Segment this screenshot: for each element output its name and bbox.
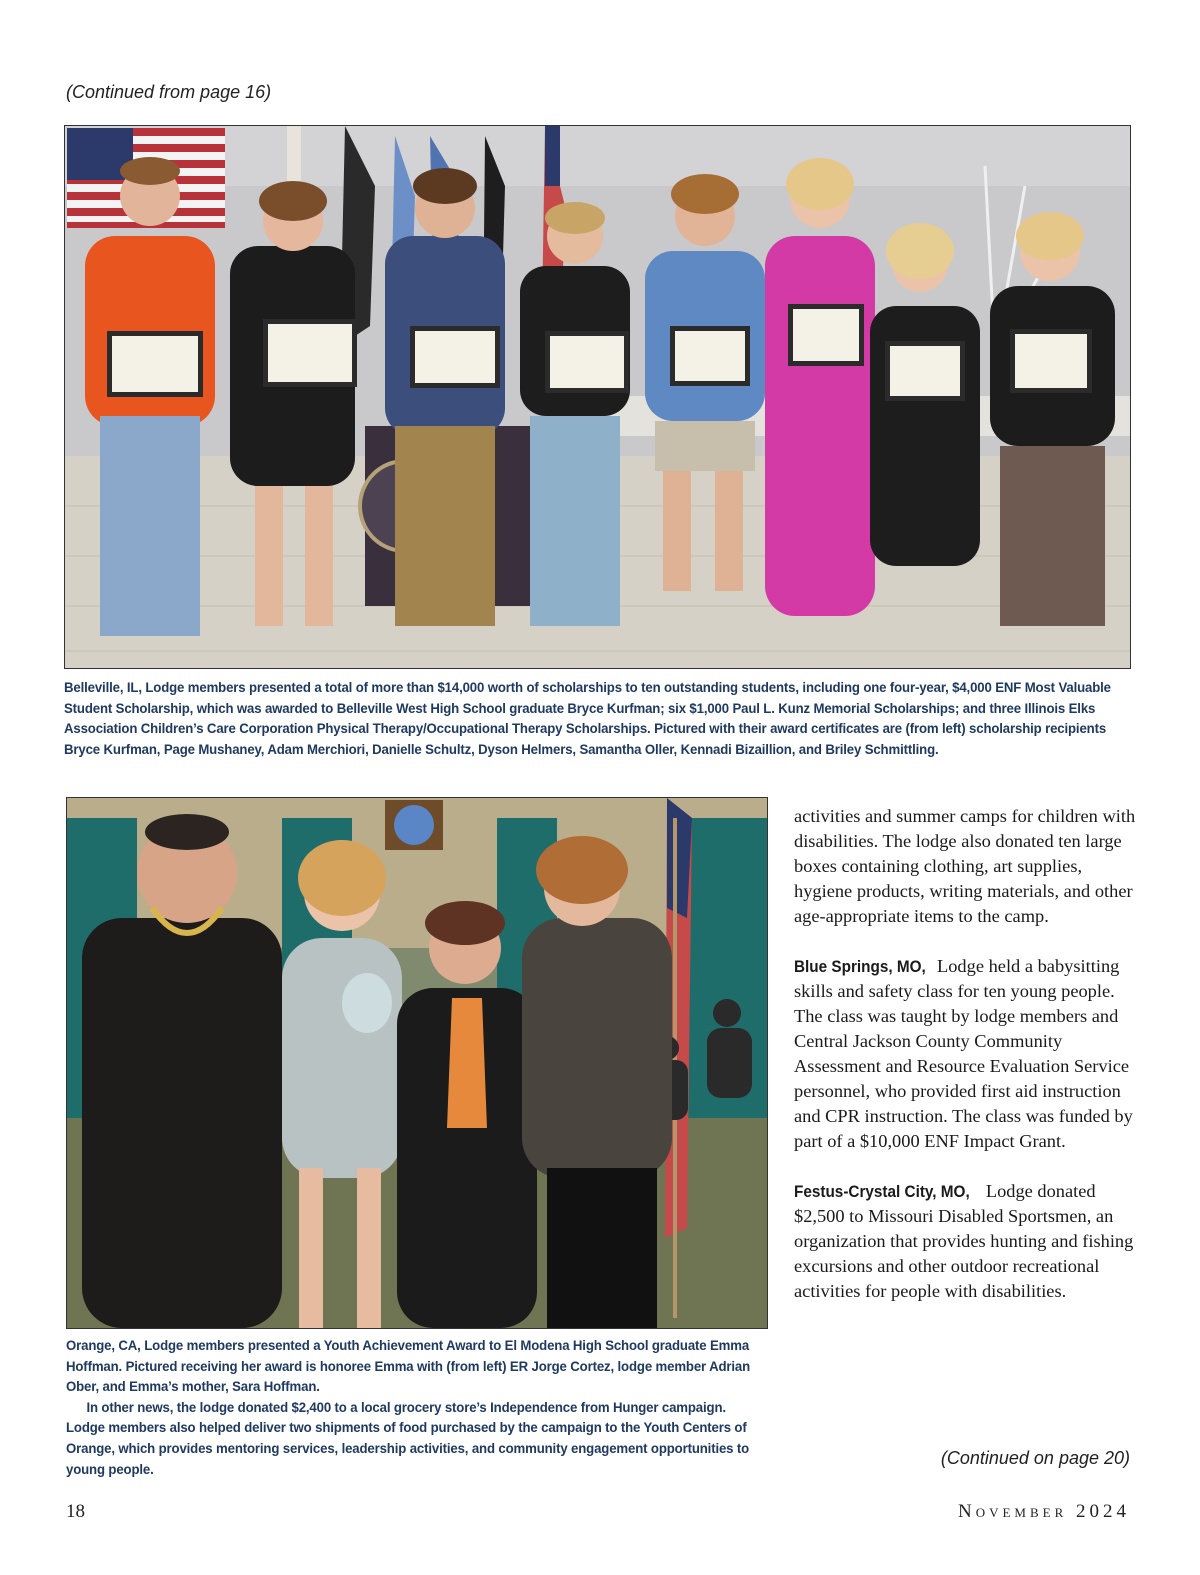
article-paragraph-festus (794, 1179, 1139, 1304)
issue-date: November 2024 (957, 1501, 1130, 1522)
youth-achievement-award-photo (66, 797, 768, 1329)
award-photo-caption (66, 1336, 765, 1480)
caption-text-orange: Lodge members presented a Youth Achievement Award to El Modena High School graduate Emma Hoffman. Pictured receiving her award is honoree Emma with (from left) ER Jorge Cortez, lodge member Adrian Ober, and Emma’s mother, Sara Hoffman. (66, 1338, 751, 1396)
text-festus: Lodge donated $2,500 to Missouri Disabled Sportsmen, an organization that provides hunting and fishing excursions and other outdoor recreational activities for people with disabilities. (794, 1181, 1134, 1301)
place-blue-springs: Blue Springs, MO, (794, 957, 926, 976)
caption-place-belleville: Belleville, IL, (64, 680, 142, 696)
article-column (794, 804, 1139, 1329)
continued-from-label: (Continued from page 16) (66, 82, 272, 102)
text-blue-springs: Lodge held a babysitting skills and safety class for ten young people. The class was taught by lodge members and Central Jackson County Community Assessment and Resource Evaluation Service personnel, who provided first aid instruction and CPR instruction. The class was funded by part of a $10,000 ENF Impact Grant. (794, 956, 1133, 1151)
caption-text-belleville: Lodge members presented a total of more than $14,000 worth of scholarships to ten outstanding students, including one four-year, $4,000 ENF Most Valuable Student Scholarship, which was awarded to Belleville West High School graduate Bryce Kurfman; six $1,000 Paul L. Kunz Memorial Scholarships; and three Illinois Elks Association Children’s Care Corporation Physical Therapy/Occupational Therapy Scholarships. Pictured with their award certificates are (from left) scholarship recipients Bryce Kurfman, Page Mushaney, Adam Merchiori, Danielle Schultz, Dyson Helmers, Samantha Oller, Kennadi Bizaillion, and Briley Schmittling. (64, 680, 1111, 758)
article-paragraph-blue-springs (794, 954, 1139, 1154)
caption-text-orange-other-news: In other news, the lodge donated $2,400 to a local grocery store’s Independence from Hunger campaign. Lodge members also helped deliver two shipments of food purchased by the campaign to the Youth Centers of Orange, which provides mentoring services, leadership activities, and community engagement opportunities to young people. (66, 1399, 750, 1478)
caption-place-orange: Orange, CA, (66, 1338, 141, 1354)
scholarship-recipients-photo (64, 125, 1131, 669)
place-festus-crystal-city: Festus-Crystal City, MO, (794, 1182, 970, 1201)
article-paragraph-camps: activities and summer camps for children with disabilities. The lodge also donated ten large boxes containing clothing, art supplies, hygiene products, writing materials, and other age-appropriate items to the camp. (794, 806, 1136, 926)
page-number: 18 (66, 1501, 85, 1522)
scholarship-photo-caption (64, 678, 1124, 760)
continued-on-label: (Continued on page 20) (940, 1448, 1130, 1468)
